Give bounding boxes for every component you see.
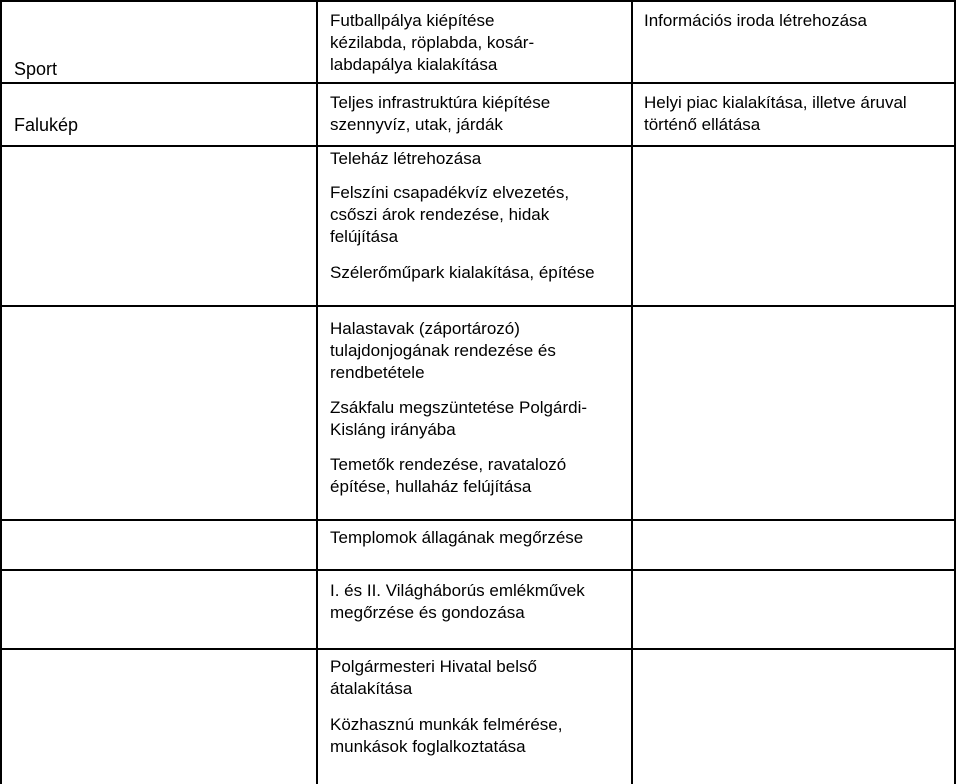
table-border-top (0, 0, 956, 2)
list-item: I. és II. Világháborús emlékművek megőrzése és gondozása (330, 581, 585, 622)
table-border-right (954, 0, 956, 784)
list-item: Közhasznú munkák felmérése, munkások foglalkoztatása (330, 715, 563, 756)
list-item: Teljes infrastruktúra kiépítése szennyvíz, utak, járdák (330, 93, 551, 134)
list-item: Halastavak (záportározó) tulajdonjogának rendezése és rendbetétele (330, 319, 556, 382)
row-divider (0, 145, 956, 147)
table-border-left (0, 0, 2, 784)
list-item: Futballpálya kiépítése kézilabda, röplabda, kosár- labdapálya kialakítása (330, 11, 535, 74)
row-divider (0, 648, 956, 650)
row-label-falukep: Falukép (14, 115, 79, 135)
row-divider (0, 519, 956, 521)
row-divider (0, 82, 956, 84)
row-divider (0, 569, 956, 571)
list-item: Információs iroda létrehozása (644, 11, 868, 30)
list-item: Zsákfalu megszüntetése Polgárdi- Kisláng irányába (330, 398, 588, 439)
row-divider (0, 305, 956, 307)
list-item: Polgármesteri Hivatal belső átalakítása (330, 657, 537, 698)
list-item: Felszíni csapadékvíz elvezetés, csőszi árok rendezése, hidak felújítása (330, 183, 570, 246)
list-item: Templomok állagának megőrzése (330, 528, 584, 547)
list-item: Szélerőműpark kialakítása, építése (330, 263, 595, 282)
list-item: Teleház létrehozása (330, 149, 482, 168)
list-item: Helyi piac kialakítása, illetve áruval történő ellátása (644, 93, 907, 134)
table-divider-col2 (631, 0, 633, 784)
list-item: Temetők rendezése, ravatalozó építése, hullaház felújítása (330, 455, 567, 496)
table-divider-col1 (316, 0, 318, 784)
row-label-sport: Sport (14, 59, 58, 79)
